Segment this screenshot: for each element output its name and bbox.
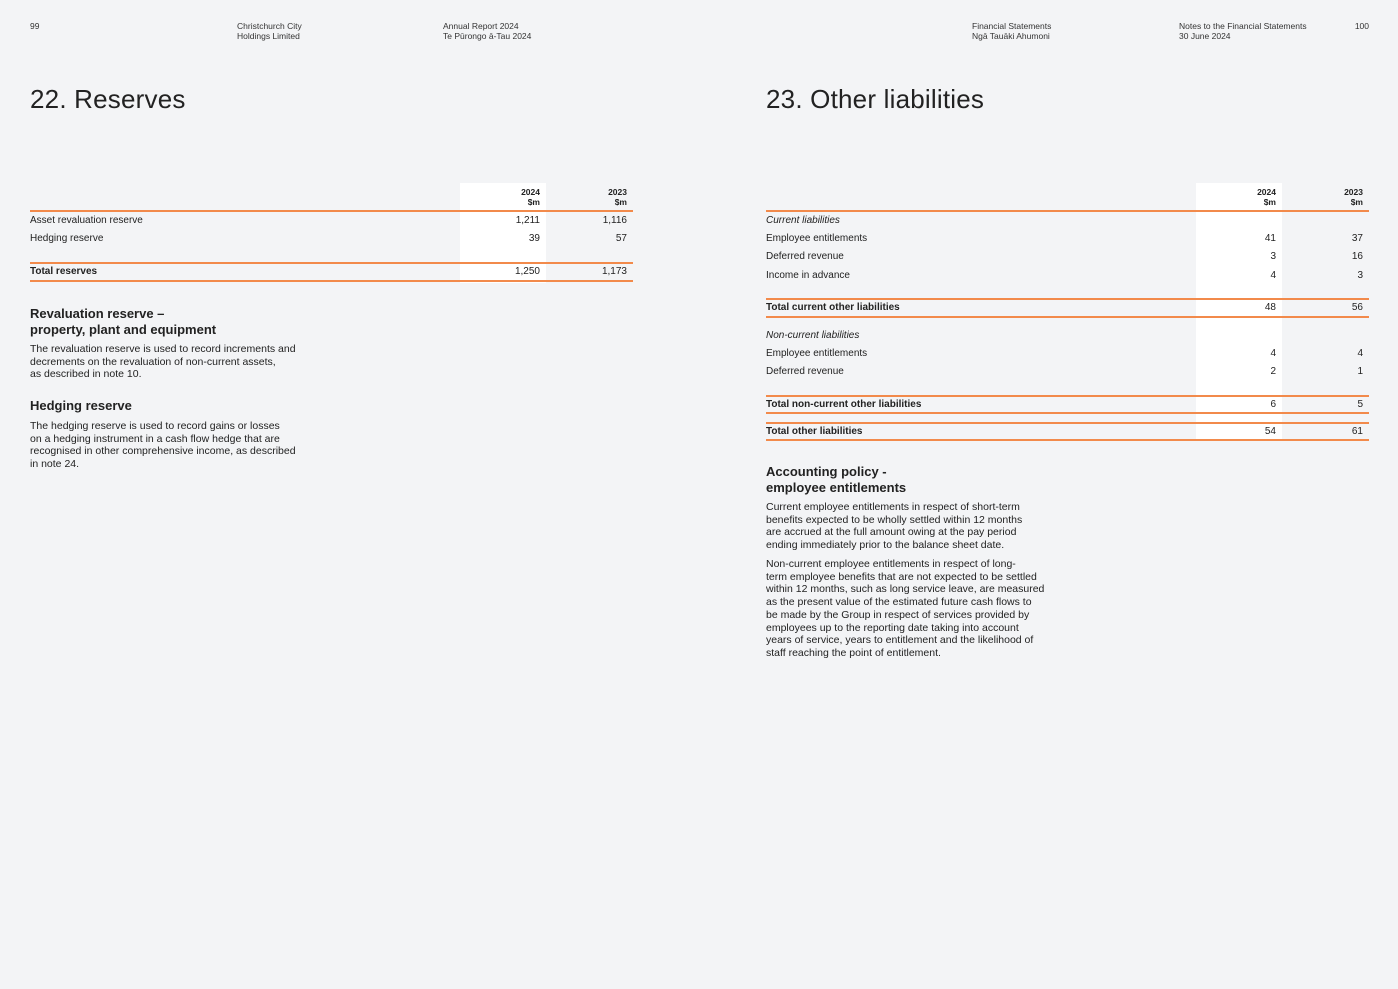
section-title-reserves: 22. Reserves	[30, 84, 186, 114]
heading-line: property, plant and equipment	[30, 321, 217, 337]
table-row	[766, 363, 1369, 381]
value-2024: 3	[1270, 251, 1276, 262]
page-number-left	[30, 21, 39, 31]
col-header-2024	[1196, 187, 1276, 207]
row-label: Employee entitlements	[766, 233, 868, 244]
value-2023: 57	[615, 233, 627, 244]
hedging-heading: Hedging reserve	[30, 398, 132, 413]
reserves-table	[30, 183, 633, 283]
text-line: decrements on the revaluation of non-current assets,	[30, 355, 276, 368]
text-line: are accrued at the full amount owing at the pay period	[766, 526, 1017, 539]
value-2023: 5	[1357, 399, 1363, 410]
revaluation-text	[30, 343, 296, 381]
table-row	[766, 248, 1369, 266]
table-row	[766, 267, 1369, 285]
policy-heading	[766, 464, 906, 495]
section-name-line1: Financial Statements	[972, 21, 1052, 31]
value-2024: 1,250	[514, 266, 540, 277]
table-rule	[30, 280, 633, 282]
heading-line: Revaluation reserve –	[30, 306, 165, 321]
table-row	[766, 230, 1369, 248]
report-name-line1: Annual Report 2024	[443, 21, 519, 31]
value-2023: 37	[1351, 233, 1363, 244]
table-row	[30, 230, 633, 248]
section-name-line2: Ngā Tauāki Ahumoni	[972, 31, 1050, 41]
value-2023: 1,173	[601, 266, 627, 277]
notes-name	[1179, 21, 1307, 41]
text-line: benefits expected to be wholly settled within 12 months	[766, 513, 1023, 526]
org-name-line2: Holdings Limited	[237, 31, 300, 41]
text-line: Non-current employee entitlements in respect of long-	[766, 558, 1016, 570]
text-line: Current employee entitlements in respect of short-term	[766, 501, 1020, 513]
hedging-text	[30, 420, 296, 471]
row-label: Income in advance	[766, 270, 850, 281]
text-line: The revaluation reserve is used to record increments and	[30, 343, 296, 355]
value-2023: 1	[1357, 366, 1363, 377]
value-2024: 2	[1270, 366, 1276, 377]
report-name	[443, 21, 531, 41]
section-name	[972, 21, 1051, 41]
text-line: years of service, years to entitlement and the likelihood of	[766, 634, 1034, 647]
value-2024: 48	[1264, 302, 1276, 313]
text-line: The hedging reserve is used to record gains or losses	[30, 420, 280, 432]
row-label: Total non-current other liabilities	[766, 399, 922, 410]
group-heading-current	[766, 212, 1369, 230]
col-unit: $m	[1350, 197, 1363, 207]
text-line: ending immediately prior to the balance sheet date.	[766, 539, 1005, 552]
col-header-2023	[1282, 187, 1363, 207]
policy-paragraph-2	[766, 558, 1044, 660]
table-header	[30, 183, 633, 211]
notes-name-line1: Notes to the Financial Statements	[1179, 21, 1307, 31]
other-liabilities-table	[766, 183, 1369, 441]
col-year: 2023	[1344, 187, 1363, 197]
text-line: as the present value of the estimated future cash flows to	[766, 596, 1032, 609]
col-header-2023	[546, 187, 627, 207]
notes-name-line2: 30 June 2024	[1179, 31, 1231, 41]
col-unit: $m	[1263, 197, 1276, 207]
col-year: 2024	[1257, 187, 1276, 197]
group-label: Non-current liabilities	[766, 330, 860, 341]
group-heading-noncurrent	[766, 327, 1369, 345]
value-2024: 54	[1264, 426, 1276, 437]
col-header-2024	[460, 187, 540, 207]
value-2023: 61	[1351, 426, 1363, 437]
text-line: within 12 months, such as long service leave, are measured	[766, 583, 1045, 596]
table-rule	[766, 412, 1369, 414]
table-row	[766, 345, 1369, 363]
revaluation-heading	[30, 306, 216, 337]
value-2024: 4	[1270, 348, 1276, 359]
report-name-line2: Te Pūrongo ā-Tau 2024	[443, 31, 532, 41]
row-label: Total other liabilities	[766, 426, 863, 437]
policy-paragraph-1	[766, 501, 1022, 552]
col-year: 2024	[521, 187, 540, 197]
total-row	[30, 263, 633, 281]
table-header	[766, 183, 1369, 211]
row-label: Employee entitlements	[766, 348, 868, 359]
value-2024: 39	[528, 233, 540, 244]
page-number-right	[1340, 21, 1369, 31]
text-line: be made by the Group in respect of services provided by	[766, 608, 1030, 621]
page-number-text: 100	[1354, 21, 1369, 31]
text-line: in note 24.	[30, 458, 80, 471]
table-row	[30, 212, 633, 230]
col-year: 2023	[608, 187, 627, 197]
text-line: as described in note 10.	[30, 368, 142, 381]
table-rule	[766, 316, 1369, 318]
value-2023: 4	[1357, 348, 1363, 359]
value-2023: 16	[1351, 251, 1363, 262]
value-2024: 6	[1270, 399, 1276, 410]
heading-line: Accounting policy -	[766, 464, 887, 479]
total-row	[766, 299, 1369, 317]
group-label: Current liabilities	[766, 215, 840, 226]
value-2024: 4	[1270, 270, 1276, 281]
row-label: Deferred revenue	[766, 251, 844, 262]
row-label: Total reserves	[30, 266, 98, 277]
col-unit: $m	[527, 197, 540, 207]
text-line: term employee benefits that are not expected to be settled	[766, 570, 1037, 583]
row-label: Hedging reserve	[30, 233, 104, 244]
org-name-line1: Christchurch City	[237, 21, 302, 31]
value-2023: 3	[1357, 270, 1363, 281]
value-2024: 41	[1264, 233, 1276, 244]
col-unit: $m	[614, 197, 627, 207]
row-label: Deferred revenue	[766, 366, 844, 377]
section-title-other-liabilities: 23. Other liabilities	[766, 84, 985, 114]
value-2024: 1,211	[515, 215, 540, 226]
text-line: employees up to the reporting date taking into account	[766, 621, 1019, 634]
row-label: Total current other liabilities	[766, 302, 900, 313]
value-2023: 1,116	[602, 215, 627, 226]
page-number-text: 99	[30, 21, 40, 31]
row-label: Asset revaluation reserve	[30, 215, 143, 226]
text-line: staff reaching the point of entitlement.	[766, 646, 941, 659]
text-line: on a hedging instrument in a cash flow hedge that are	[30, 432, 280, 445]
value-2023: 56	[1351, 302, 1363, 313]
heading-line: employee entitlements	[766, 479, 907, 495]
org-name	[237, 21, 302, 41]
text-line: recognised in other comprehensive income, as described	[30, 445, 296, 458]
table-rule	[766, 439, 1369, 441]
